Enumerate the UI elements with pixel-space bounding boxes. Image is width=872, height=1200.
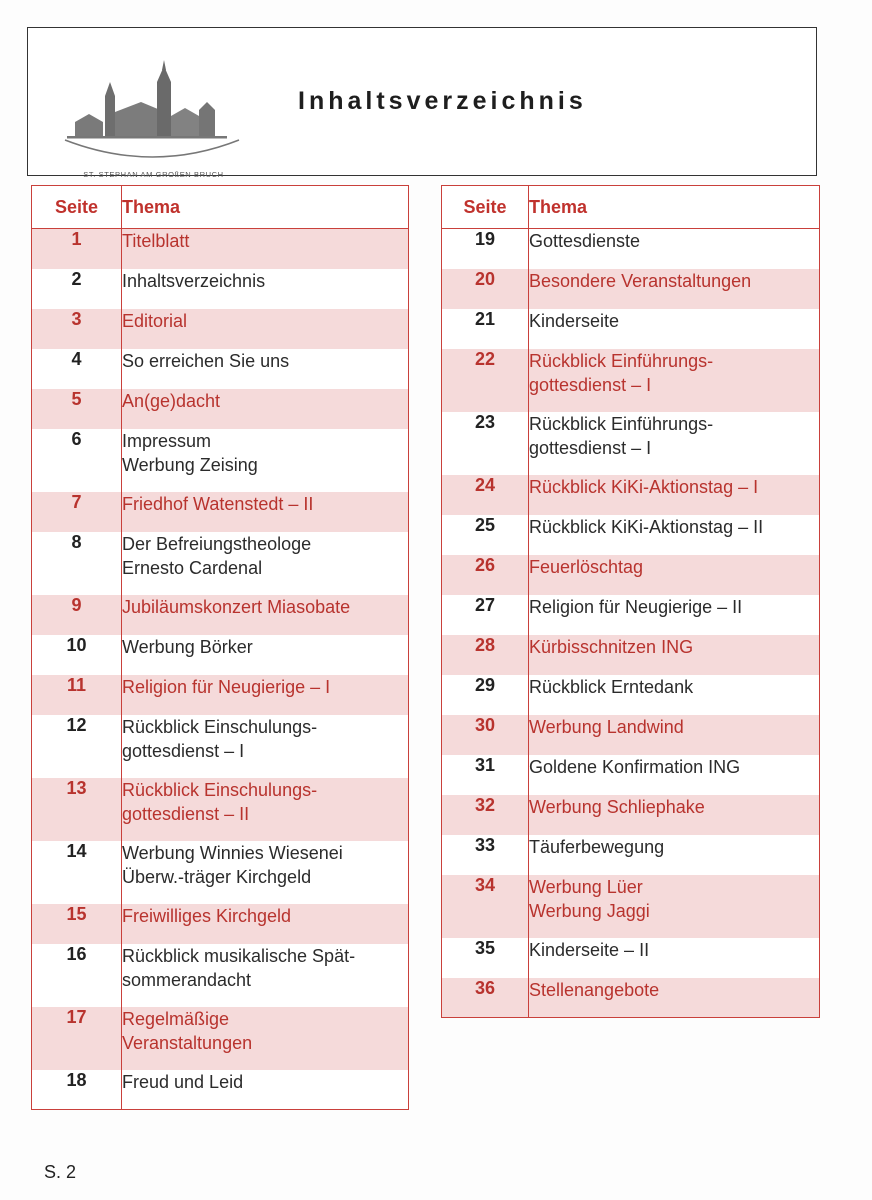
topic-cell bbox=[122, 532, 409, 595]
topic-cell bbox=[529, 755, 820, 795]
page-number: S. 2 bbox=[44, 1162, 77, 1182]
page-number-cell: 8 bbox=[32, 532, 122, 595]
table-row bbox=[32, 492, 409, 532]
topic-cell bbox=[529, 412, 820, 475]
table-row bbox=[442, 269, 820, 309]
topic-cell bbox=[122, 492, 409, 532]
topic-cell bbox=[122, 229, 409, 269]
topic-cell bbox=[529, 715, 820, 755]
column-header-page: Seite bbox=[442, 186, 529, 229]
table-row bbox=[32, 904, 409, 944]
table-row bbox=[442, 635, 820, 675]
topic-line: Inhaltsverzeichnis bbox=[122, 270, 266, 291]
topic-line: gottesdienst – II bbox=[122, 803, 250, 824]
table-row bbox=[442, 715, 820, 755]
page-number-cell: 17 bbox=[32, 1007, 122, 1070]
topic-line: Religion für Neugierige – I bbox=[122, 676, 331, 697]
topic-cell bbox=[529, 978, 820, 1018]
table-row bbox=[442, 978, 820, 1018]
topic-line: Werbung Winnies Wiesenei bbox=[122, 842, 343, 863]
topic-line: Friedhof Watenstedt – II bbox=[122, 493, 314, 514]
topic-cell bbox=[529, 269, 820, 309]
topic-cell bbox=[529, 229, 820, 269]
topic-cell bbox=[122, 429, 409, 492]
page-number-cell: 24 bbox=[442, 475, 529, 515]
topic-line: Kinderseite bbox=[529, 310, 620, 331]
topic-line: Werbung Jaggi bbox=[529, 900, 650, 921]
church-logo bbox=[61, 56, 246, 179]
table-row bbox=[32, 715, 409, 778]
table-row bbox=[442, 412, 820, 475]
table-row bbox=[442, 515, 820, 555]
table-row bbox=[442, 229, 820, 269]
page-number-cell: 10 bbox=[32, 635, 122, 675]
topic-line: Besondere Veranstaltungen bbox=[529, 270, 752, 291]
topic-line: Veranstaltungen bbox=[122, 1032, 253, 1053]
topic-line: An(ge)dacht bbox=[122, 390, 221, 411]
topic-cell bbox=[122, 269, 409, 309]
page-number-cell: 12 bbox=[32, 715, 122, 778]
topic-cell bbox=[122, 635, 409, 675]
topic-line: Werbung Schliephake bbox=[529, 796, 705, 817]
topic-line: Überw.-träger Kirchgeld bbox=[122, 866, 312, 887]
topic-line: Rückblick KiKi-Aktionstag – II bbox=[529, 516, 764, 537]
page-number-cell: 15 bbox=[32, 904, 122, 944]
page-number-cell: 6 bbox=[32, 429, 122, 492]
table-row bbox=[442, 835, 820, 875]
topic-cell bbox=[122, 904, 409, 944]
topic-line: Impressum bbox=[122, 430, 212, 451]
topic-cell bbox=[529, 515, 820, 555]
topic-cell bbox=[529, 349, 820, 412]
page-number-cell: 14 bbox=[32, 841, 122, 904]
topic-line: Religion für Neugierige – II bbox=[529, 596, 743, 617]
table-row bbox=[32, 1007, 409, 1070]
table-row bbox=[442, 349, 820, 412]
topic-line: Rückblick Einführungs- bbox=[529, 413, 714, 434]
topic-cell bbox=[529, 475, 820, 515]
topic-cell bbox=[122, 675, 409, 715]
topic-line: Rückblick Einschulungs- bbox=[122, 779, 318, 800]
page-number-cell: 30 bbox=[442, 715, 529, 755]
topic-line: Rückblick musikalische Spät- bbox=[122, 945, 356, 966]
table-row bbox=[442, 755, 820, 795]
topic-line: Rückblick KiKi-Aktionstag – I bbox=[529, 476, 759, 497]
topic-line: Der Befreiungstheologe bbox=[122, 533, 312, 554]
topic-cell bbox=[529, 309, 820, 349]
topic-cell bbox=[529, 555, 820, 595]
topic-line: Gottesdienste bbox=[529, 231, 641, 251]
table-row bbox=[442, 595, 820, 635]
table-row bbox=[32, 944, 409, 1007]
page-number-cell: 4 bbox=[32, 349, 122, 389]
table-row bbox=[32, 778, 409, 841]
table-row bbox=[32, 1070, 409, 1110]
page-number-cell: 25 bbox=[442, 515, 529, 555]
page-number-cell: 35 bbox=[442, 938, 529, 978]
page-number-cell: 33 bbox=[442, 835, 529, 875]
topic-cell bbox=[122, 778, 409, 841]
topic-cell bbox=[122, 944, 409, 1007]
topic-line: Rückblick Einschulungs- bbox=[122, 716, 318, 737]
table-row bbox=[442, 555, 820, 595]
topic-line: Werbung Lüer bbox=[529, 876, 643, 897]
page-number-cell: 2 bbox=[32, 269, 122, 309]
topic-line: Werbung Landwind bbox=[529, 716, 684, 737]
table-row bbox=[32, 595, 409, 635]
table-header-row bbox=[442, 186, 820, 229]
topic-line: Täuferbewegung bbox=[529, 836, 665, 857]
topic-cell bbox=[529, 875, 820, 938]
page-number-cell: 18 bbox=[32, 1070, 122, 1110]
table-row bbox=[32, 841, 409, 904]
topic-line: Werbung Zeising bbox=[122, 454, 258, 475]
topic-cell bbox=[529, 635, 820, 675]
page-number-cell: 29 bbox=[442, 675, 529, 715]
page-title: Inhaltsverzeichnis bbox=[298, 87, 587, 115]
topic-line: Freiwilliges Kirchgeld bbox=[122, 905, 292, 926]
logo-caption: ST. STEPHAN AM GROßEN BRUCH bbox=[83, 170, 224, 179]
table-row bbox=[442, 309, 820, 349]
topic-line: Stellenangebote bbox=[529, 979, 660, 1000]
table-row bbox=[32, 309, 409, 349]
page-number-cell: 11 bbox=[32, 675, 122, 715]
column-header-topic: Thema bbox=[122, 186, 409, 229]
topic-line: sommerandacht bbox=[122, 969, 252, 990]
page-number-cell: 28 bbox=[442, 635, 529, 675]
page-number-cell: 32 bbox=[442, 795, 529, 835]
page-number-cell: 16 bbox=[32, 944, 122, 1007]
page-number-cell: 26 bbox=[442, 555, 529, 595]
topic-cell bbox=[122, 1007, 409, 1070]
column-header-page: Seite bbox=[32, 186, 122, 229]
topic-cell bbox=[122, 389, 409, 429]
page-number-cell: 23 bbox=[442, 412, 529, 475]
table-row bbox=[32, 429, 409, 492]
table-row bbox=[32, 675, 409, 715]
page-number-cell: 19 bbox=[442, 229, 529, 269]
column-header-topic: Thema bbox=[529, 186, 820, 229]
table-row bbox=[32, 269, 409, 309]
topic-cell bbox=[529, 675, 820, 715]
topic-cell bbox=[122, 595, 409, 635]
page-number-cell: 20 bbox=[442, 269, 529, 309]
topic-line: Regelmäßige bbox=[122, 1008, 230, 1029]
topic-line: Kinderseite – II bbox=[529, 939, 650, 960]
page-number-cell: 5 bbox=[32, 389, 122, 429]
topic-cell bbox=[122, 1070, 409, 1110]
table-row bbox=[32, 532, 409, 595]
topic-line: So erreichen Sie uns bbox=[122, 350, 290, 371]
topic-cell bbox=[122, 349, 409, 389]
page-number-cell: 31 bbox=[442, 755, 529, 795]
topic-line: Feuerlöschtag bbox=[529, 556, 644, 577]
topic-cell bbox=[122, 841, 409, 904]
topic-cell bbox=[529, 595, 820, 635]
table-row bbox=[442, 875, 820, 938]
topic-cell bbox=[529, 795, 820, 835]
toc-table-left bbox=[31, 185, 409, 1110]
church-silhouette-icon bbox=[61, 56, 246, 168]
toc-table-right bbox=[441, 185, 820, 1018]
table-row bbox=[442, 938, 820, 978]
topic-cell bbox=[122, 309, 409, 349]
topic-line: Editorial bbox=[122, 310, 188, 331]
topic-line: Titelblatt bbox=[122, 231, 190, 251]
topic-line: Goldene Konfirmation ING bbox=[529, 756, 741, 777]
table-row bbox=[32, 635, 409, 675]
topic-line: Rückblick Einführungs- bbox=[529, 350, 714, 371]
topic-cell bbox=[529, 938, 820, 978]
topic-cell bbox=[529, 835, 820, 875]
topic-line: Rückblick Erntedank bbox=[529, 676, 694, 697]
topic-line: Werbung Börker bbox=[122, 636, 253, 657]
table-header-row bbox=[32, 186, 409, 229]
header-box bbox=[27, 27, 817, 179]
table-row bbox=[442, 675, 820, 715]
page-number-cell: 7 bbox=[32, 492, 122, 532]
topic-line: Freud und Leid bbox=[122, 1071, 244, 1092]
topic-line: Jubiläumskonzert Miasobate bbox=[122, 596, 351, 617]
topic-line: gottesdienst – I bbox=[529, 437, 652, 458]
topic-line: Kürbisschnitzen ING bbox=[529, 636, 694, 657]
topic-line: Ernesto Cardenal bbox=[122, 557, 263, 578]
page-number-cell: 13 bbox=[32, 778, 122, 841]
page-number-cell: 34 bbox=[442, 875, 529, 938]
page-number-cell: 1 bbox=[32, 229, 122, 269]
table-row bbox=[32, 229, 409, 269]
table-row bbox=[442, 795, 820, 835]
topic-cell bbox=[122, 715, 409, 778]
topic-line: gottesdienst – I bbox=[122, 740, 245, 761]
page-number-cell: 22 bbox=[442, 349, 529, 412]
table-row bbox=[32, 389, 409, 429]
page-number-cell: 27 bbox=[442, 595, 529, 635]
page-number-cell: 36 bbox=[442, 978, 529, 1018]
page-number-cell: 21 bbox=[442, 309, 529, 349]
page-number-cell: 3 bbox=[32, 309, 122, 349]
table-row bbox=[32, 349, 409, 389]
topic-line: gottesdienst – I bbox=[529, 374, 652, 395]
page-number-cell: 9 bbox=[32, 595, 122, 635]
table-row bbox=[442, 475, 820, 515]
